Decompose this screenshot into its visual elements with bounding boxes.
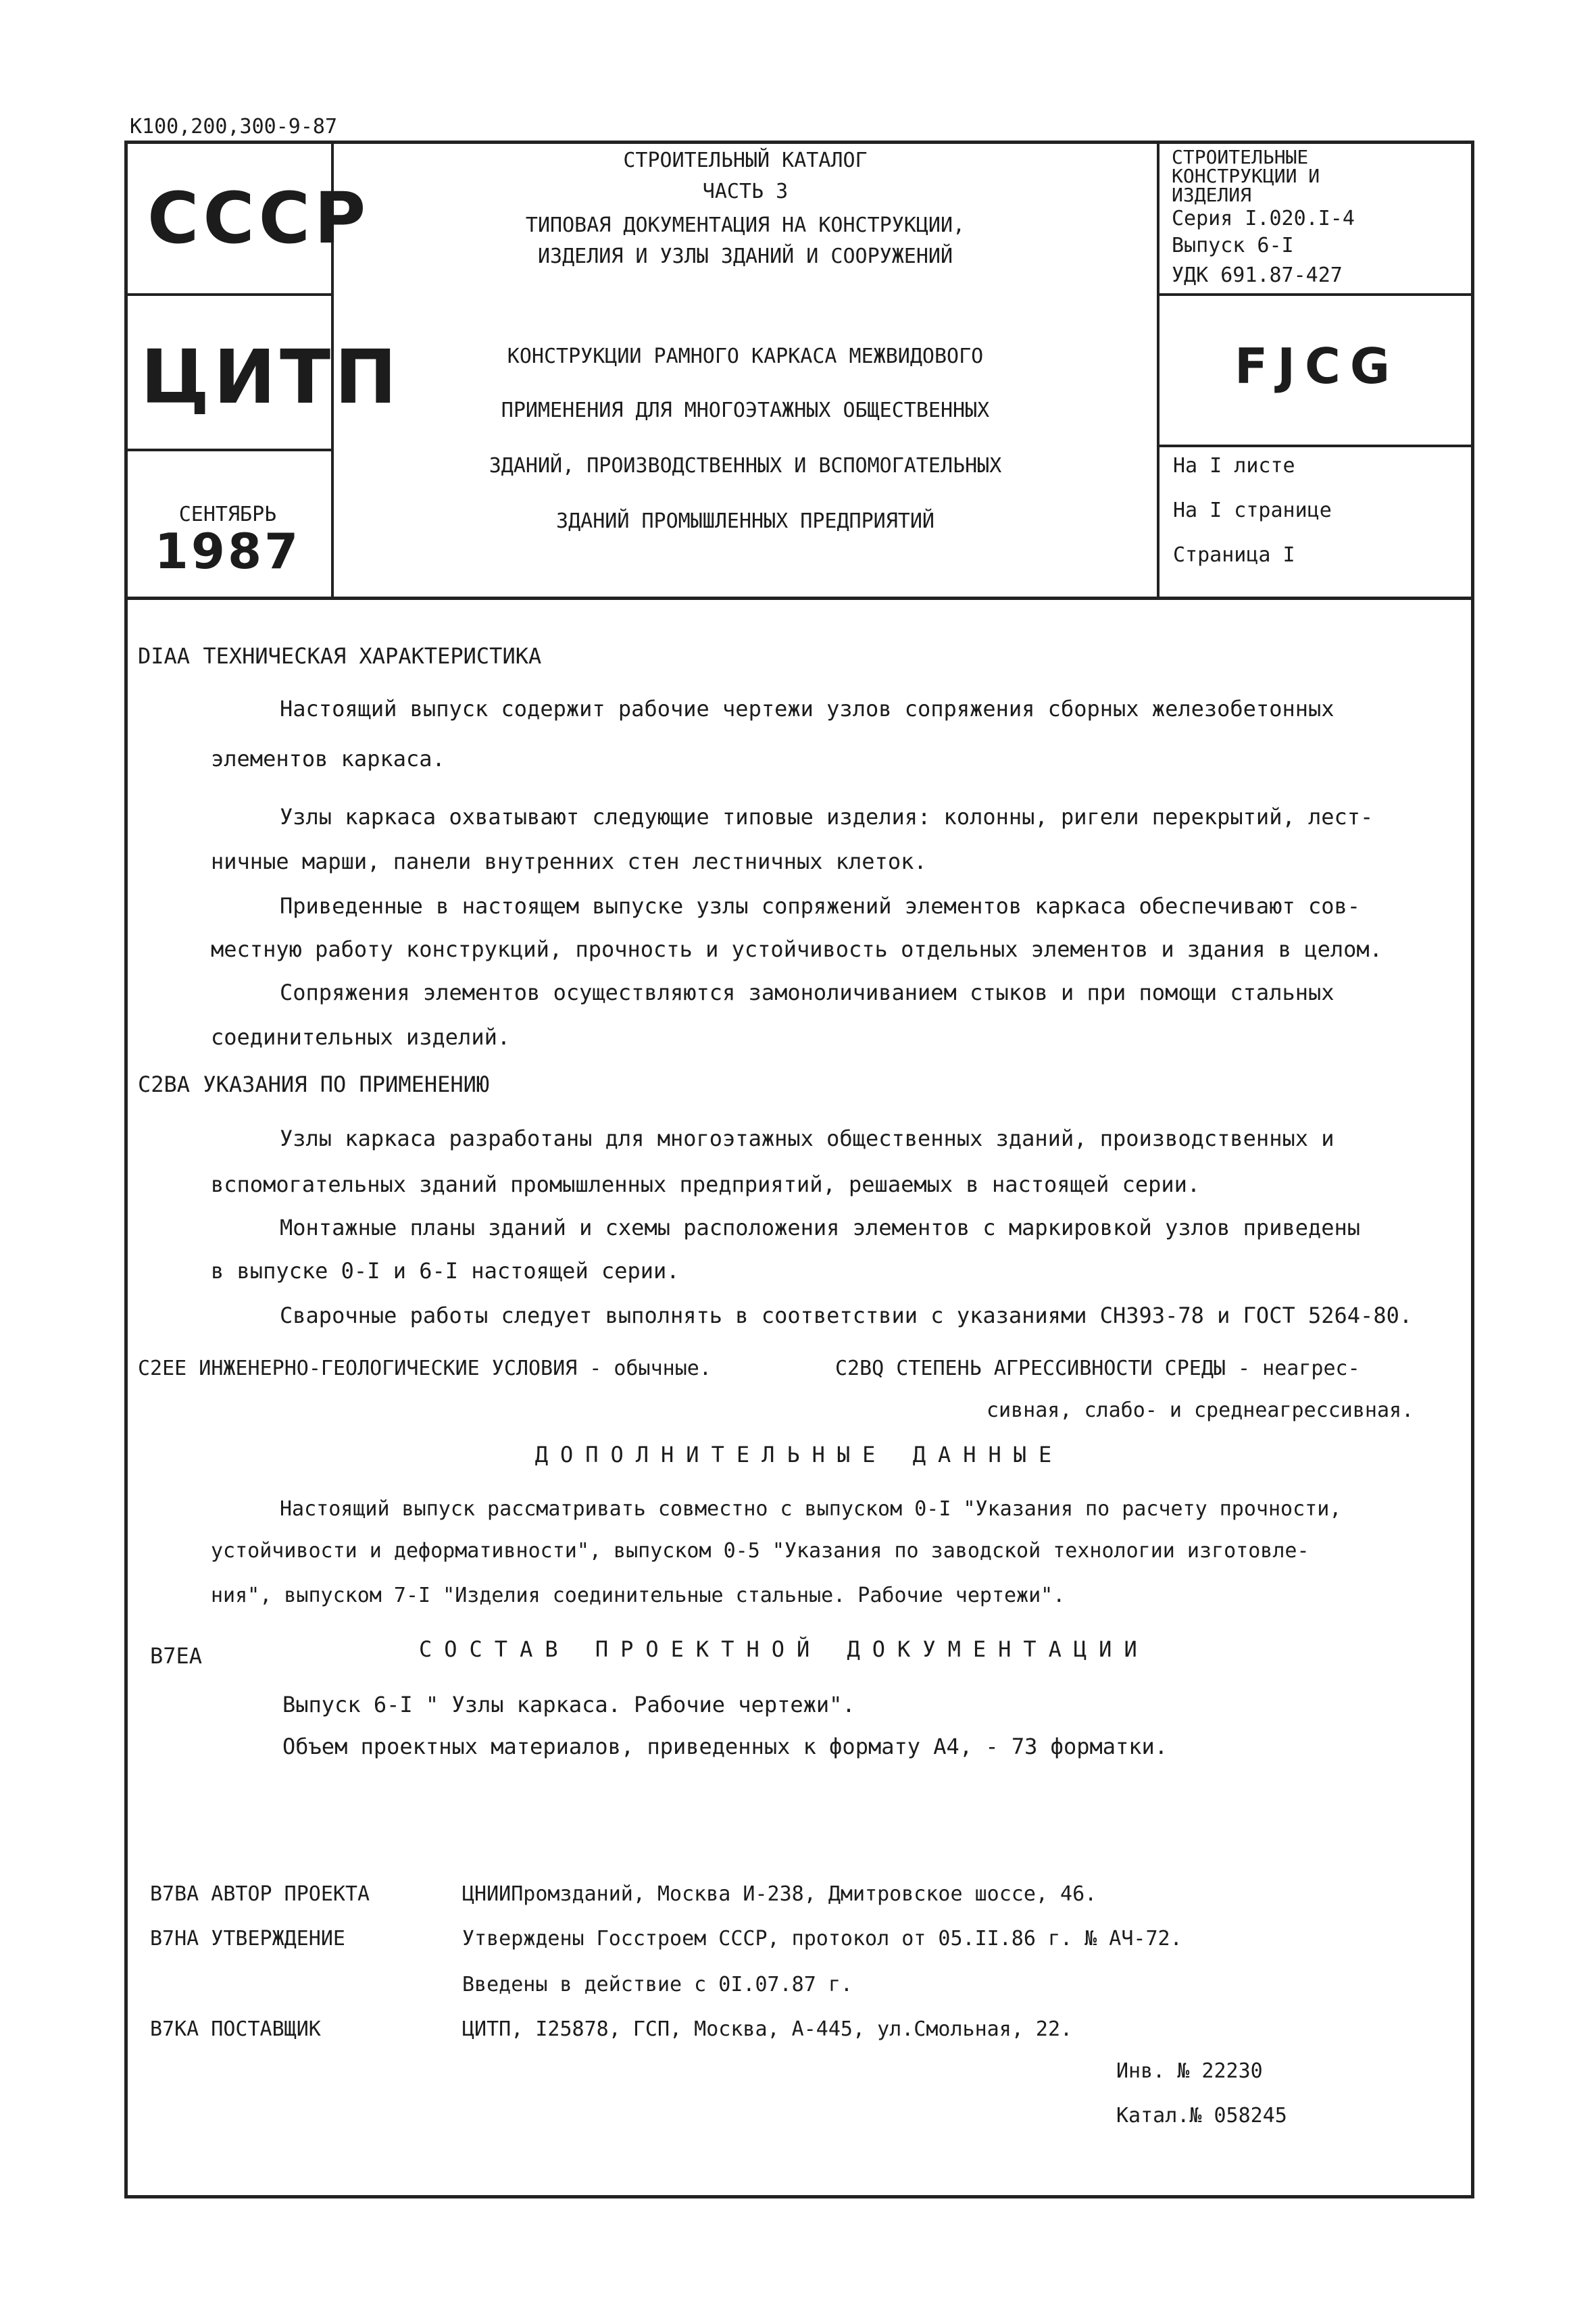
catalog-line-2: ЧАСТЬ 3 [702,180,789,203]
document-letter-code: FJCG [1235,338,1399,395]
tech-paragraph-4a: Сопряжения элементов осуществляются замоноличиванием стыков и при помощи стальных [280,980,1335,1005]
catalog-line-4: ИЗДЕЛИЯ И УЗЛЫ ЗДАНИЙ И СООРУЖЕНИЙ [537,245,953,268]
additional-paragraph-a: Настоящий выпуск рассматривать совместно с выпуском 0-I "Указания по расчету прочности, [280,1497,1342,1521]
application-paragraph-1a: Узлы каркаса разработаны для многоэтажных общественных зданий, производственных и [280,1126,1335,1151]
tech-paragraph-2a: Узлы каркаса охватывают следующие типовые изделия: колонны, ригели перекрытий, лест- [280,804,1374,830]
org-label: ЦИТП [141,334,401,420]
additional-paragraph-c: ния", выпуском 7-I "Изделия соединительные стальные. Рабочие чертежи". [211,1584,1066,1607]
tech-paragraph-2b: ничные марши, панели внутренних стен лестничных клеток. [211,849,927,874]
year-label: 1987 [154,523,301,580]
title-line-4: ЗДАНИЙ ПРОМЫШЛЕННЫХ ПРЕДПРИЯТИЙ [556,509,934,533]
aggressiveness-line-1: C2BQ СТЕПЕНЬ АГРЕССИВНОСТИ СРЕДЫ - неагрес- [835,1357,1360,1380]
supplier-label: B7KA ПОСТАВЩИК [150,2017,321,2041]
sheets-count: На I листе [1173,454,1295,478]
document-code: К100,200,300-9-87 [130,115,338,139]
series-line-3: ИЗДЕЛИЯ [1172,184,1252,206]
catalog-line-1: СТРОИТЕЛЬНЫЙ КАТАЛОГ [623,149,868,172]
application-heading: C2BA УКАЗАНИЯ ПО ПРИМЕНЕНИЮ [138,1072,490,1097]
header-row-line-1r [1157,293,1474,296]
effective-date: Введены в действие с 0I.07.87 г. [462,1973,853,1996]
header-row-line-1 [124,293,331,296]
catalog-number: Катал.№ 058245 [1116,2104,1287,2128]
application-paragraph-1b: вспомогательных зданий промышленных предприятий, решаемых в настоящей серии. [211,1172,1201,1197]
additional-data-heading: ДОПОЛНИТЕЛЬНЫЕ ДАННЫЕ [534,1442,1064,1467]
tech-paragraph-1b: элементов каркаса. [211,746,445,772]
composition-issue: Выпуск 6-I " Узлы каркаса. Рабочие чертежи". [282,1692,855,1717]
additional-paragraph-b: устойчивости и деформативности", выпуском 0-5 "Указания по заводской технологии изготовле- [211,1539,1310,1563]
tech-heading: DIAA ТЕХНИЧЕСКАЯ ХАРАКТЕРИСТИКА [138,643,542,669]
series-line-2: КОНСТРУКЦИИ И [1172,165,1320,187]
aggressiveness-line-2: сивная, слабо- и среднеагрессивная. [987,1399,1414,1422]
series-line-1: СТРОИТЕЛЬНЫЕ [1172,146,1309,168]
composition-heading: СОСТАВ ПРОЕКТНОЙ ДОКУМЕНТАЦИИ [419,1636,1149,1662]
tech-paragraph-1a: Настоящий выпуск содержит рабочие чертежи узлов сопряжения сборных железобетонных [280,696,1335,722]
header-row-line-2 [124,449,331,451]
application-paragraph-2b: в выпуске 0-I и 6-I настоящей серии. [211,1258,680,1284]
approval-value: Утверждены Госстроем СССР, протокол от 05.II.86 г. № АЧ-72. [462,1927,1182,1951]
author-label: B7BA АВТОР ПРОЕКТА [150,1882,370,1906]
title-line-3: ЗДАНИЙ, ПРОИЗВОДСТВЕННЫХ И ВСПОМОГАТЕЛЬНЫХ [489,454,1002,478]
application-paragraph-2a: Монтажные планы зданий и схемы расположения элементов с маркировкой узлов приведены [280,1215,1361,1240]
title-line-2: ПРИМЕНЕНИЯ ДЛЯ МНОГОЭТАЖНЫХ ОБЩЕСТВЕННЫХ [501,399,990,422]
pages-count: На I странице [1173,499,1332,522]
supplier-value: ЦИТП, I25878, ГСП, Москва, А-445, ул.Смольная, 22. [462,2017,1073,2041]
catalog-line-3: ТИПОВАЯ ДОКУМЕНТАЦИЯ НА КОНСТРУКЦИИ, [525,213,966,237]
application-paragraph-3: Сварочные работы следует выполнять в соответствии с указаниями СН393-78 и ГОСТ 5264-80. [280,1303,1413,1328]
country-label: СССР [147,177,370,259]
geology-conditions: C2EE ИНЖЕНЕРНО-ГЕОЛОГИЧЕСКИЕ УСЛОВИЯ - обычные. [138,1357,712,1380]
header-row-line-2r [1157,445,1474,447]
composition-code: B7EA [150,1643,203,1669]
tech-paragraph-3b: местную работу конструкций, прочность и устойчивость отдельных элементов и здания в целом. [211,936,1382,962]
series-line-4: Серия I.020.I-4 [1172,207,1355,230]
series-line-5: Выпуск 6-I [1172,234,1294,257]
inventory-number: Инв. № 22230 [1116,2059,1263,2083]
month-label: СЕНТЯБРЬ [178,503,277,526]
approval-label: B7HA УТВЕРЖДЕНИЕ [150,1927,345,1951]
composition-volume: Объем проектных материалов, приведенных к формату А4, - 73 форматки. [282,1734,1168,1759]
series-line-6: УДК 691.87-427 [1172,263,1343,287]
title-line-1: КОНСТРУКЦИИ РАМНОГО КАРКАСА МЕЖВИДОВОГО [507,345,984,368]
page-number: Страница I [1173,543,1295,567]
author-value: ЦНИИПромзданий, Москва И-238, Дмитровское шоссе, 46. [462,1882,1097,1906]
tech-paragraph-3a: Приведенные в настоящем выпуске узлы сопряжений элементов каркаса обеспечивают сов- [280,893,1361,919]
tech-paragraph-4b: соединительных изделий. [211,1024,511,1050]
